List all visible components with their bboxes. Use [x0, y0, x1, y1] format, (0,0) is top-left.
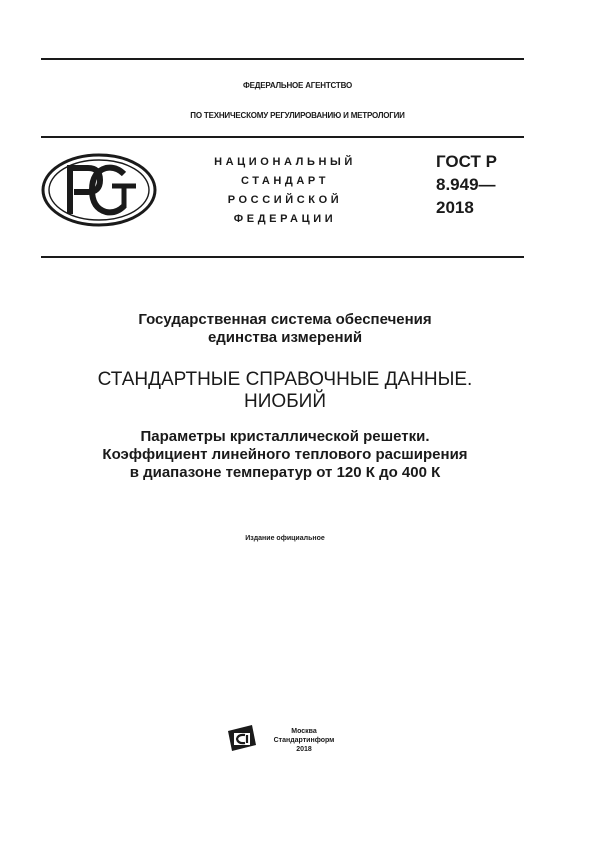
gost-line-3: 2018 [436, 198, 474, 217]
block-rule [41, 256, 524, 258]
subtitle-line-2: Коэффициент линейного теплового расширения [102, 446, 468, 463]
subtitle [0, 428, 570, 482]
publisher-name: Стандартинформ [273, 737, 335, 744]
system-line-1: Государственная система обеспечения [138, 311, 432, 328]
system-line-2: единства измерений [207, 329, 363, 346]
national-line-1: НАЦИОНАЛЬНЫЙ [214, 156, 356, 168]
gost-designation [436, 150, 497, 219]
system-title [0, 311, 570, 347]
header-rule [41, 136, 524, 138]
standartinform-logo-icon [226, 723, 258, 758]
publisher-city: Москва [291, 728, 317, 735]
agency-line-2: ПО ТЕХНИЧЕСКОМУ РЕГУЛИРОВАНИЮ И МЕТРОЛОГИИ [190, 111, 405, 120]
national-line-3: РОССИЙСКОЙ [227, 194, 343, 206]
main-title-line-1: СТАНДАРТНЫЕ СПРАВОЧНЫЕ ДАННЫЕ. [97, 369, 473, 390]
main-title-line-2: НИОБИЙ [244, 391, 326, 412]
subtitle-line-1: Параметры кристаллической решетки. [140, 428, 430, 445]
rst-certification-logo-icon [40, 152, 158, 233]
publisher-block [262, 727, 346, 754]
official-edition-label: Издание официальное [245, 535, 325, 542]
agency-line-1: ФЕДЕРАЛЬНОЕ АГЕНТСТВО [242, 81, 352, 90]
main-title [0, 369, 570, 413]
national-line-2: СТАНДАРТ [240, 175, 330, 187]
national-line-4: ФЕДЕРАЦИИ [233, 213, 337, 225]
subtitle-line-3: в диапазоне температур от 120 К до 400 К [129, 464, 441, 481]
top-rule [41, 58, 524, 60]
gost-line-2: 8.949— [436, 175, 496, 194]
publisher-year: 2018 [296, 746, 312, 753]
national-standard-label [200, 153, 370, 229]
gost-line-1: ГОСТ Р [436, 152, 497, 171]
